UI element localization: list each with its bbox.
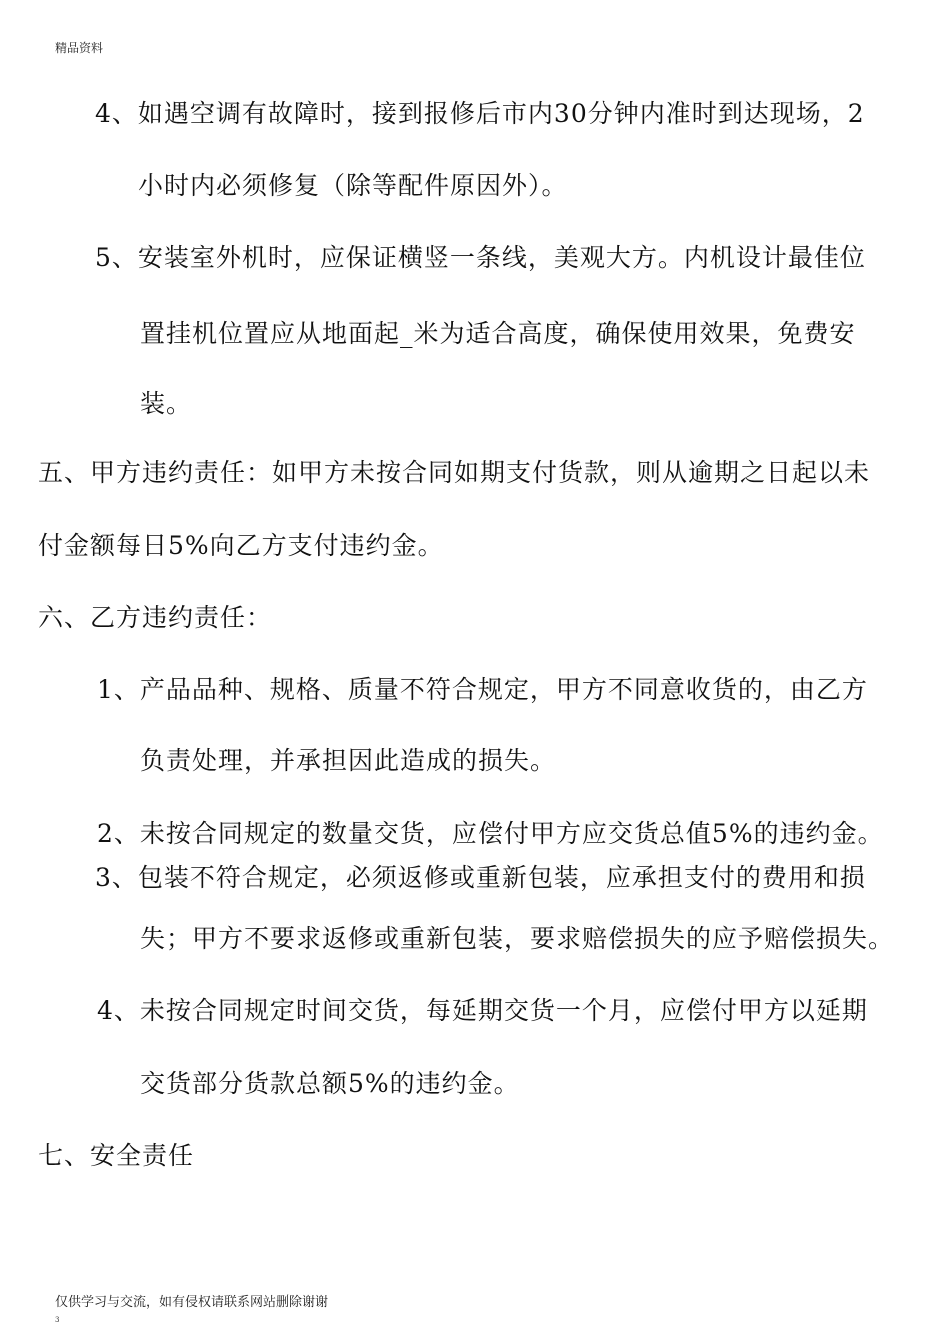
section-5-heading-line-1: 五、甲方违约责任：如甲方未按合同如期支付货款，则从逾期之日起以未 [38, 458, 871, 487]
clause-4-line-1: 4、如遇空调有故障时，接到报修后市内30分钟内准时到达现场，2 [95, 99, 865, 128]
section-5-heading-line-2: 付金额每日5%向乙方支付违约金。 [38, 531, 444, 560]
clause-4-line-2: 小时内必须修复（除等配件原因外）。 [138, 171, 568, 200]
clause-6-2: 2、未按合同规定的数量交货，应偿付甲方应交货总值5%的违约金。 [97, 819, 884, 848]
clause-6-4-line-2: 交货部分货款总额5%的违约金。 [140, 1069, 520, 1098]
clause-6-3-line-1: 3、包装不符合规定，必须返修或重新包装，应承担支付的费用和损 [95, 863, 866, 892]
clause-6-3-line-2: 失；甲方不要求返修或重新包装，要求赔偿损失的应予赔偿损失。 [140, 924, 895, 953]
section-7-heading: 七、安全责任 [38, 1141, 195, 1170]
page-number: 3 [55, 1316, 60, 1324]
clause-6-4-line-1: 4、未按合同规定时间交货，每延期交货一个月，应偿付甲方以延期 [97, 996, 868, 1025]
clause-5-line-3: 装。 [140, 389, 193, 418]
clause-5-line-1: 5、安装室外机时，应保证横竖一条线，美观大方。内机设计最佳位 [95, 243, 866, 272]
footer-disclaimer: 仅供学习与交流，如有侵权请联系网站删除谢谢 [55, 1295, 329, 1310]
clause-5-line-2: 置挂机位置应从地面起_米为适合高度，确保使用效果，免费安 [140, 319, 856, 348]
section-6-heading: 六、乙方违约责任： [38, 603, 273, 632]
header-watermark: 精品资料 [55, 41, 104, 55]
clause-6-1-line-1: 1、产品品种、规格、质量不符合规定，甲方不同意收货的，由乙方 [97, 675, 868, 704]
clause-6-1-line-2: 负责处理，并承担因此造成的损失。 [140, 746, 557, 775]
